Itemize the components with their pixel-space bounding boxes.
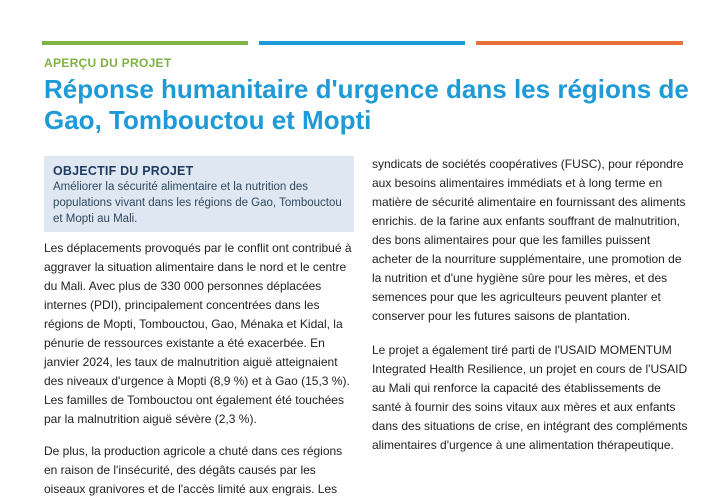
objective-label: OBJECTIF DU PROJET bbox=[53, 164, 194, 178]
section-kicker: APERÇU DU PROJET bbox=[44, 56, 172, 70]
accent-bar-green bbox=[42, 41, 248, 45]
accent-bar-blue bbox=[259, 41, 465, 45]
left-column bbox=[44, 239, 356, 499]
body-paragraph: De plus, la production agricole a chuté dans ces régions en raison de l'insécurité, des dégâts causés par les oiseaux granivores et de l'accès limité aux engrais. Les bbox=[44, 444, 343, 496]
right-column bbox=[372, 155, 688, 455]
body-paragraph: syndicats de sociétés coopératives (FUSC), pour répondre aux besoins alimentaires immédiats et à long terme en matière de sécurité alimentaire en fournissant des aliments enrichis. de la farine aux enfants souffrant de malnutrition, des bons alimentaires pour que les familles puissent acheter de la nourriture supplémentaire, une promotion de la nutrition et d'une hygiène sûre pour les mères, et des semences pour que les agriculteurs peuvent planter et conserver pour les futures saisons de plantation. bbox=[372, 157, 686, 323]
accent-bar-orange bbox=[476, 41, 683, 45]
objective-box bbox=[44, 156, 354, 232]
page-title: Réponse humanitaire d'urgence dans les régions de Gao, Tombouctou et Mopti bbox=[44, 74, 689, 135]
body-paragraph: Le projet a également tiré parti de l'USAID MOMENTUM Integrated Health Resilience, un projet en cours de l'USAID au Mali qui renforce la capacité des établissements de santé à fournir des soins vitaux aux mères et aux enfants dans des situations de crise, en intégrant des compléments alimentaires d'urgence à une alimentation thérapeutique. bbox=[372, 343, 688, 452]
objective-text: Améliorer la sécurité alimentaire et la nutrition des populations vivant dans les régions de Gao, Tombouctou et Mopti au Mali. bbox=[53, 181, 342, 225]
body-paragraph: Les déplacements provoqués par le conflit ont contribué à aggraver la situation alimentaire dans le nord et le centre du Mali. Avec plus de 330 000 personnes déplacées internes (PDI), principalement concentrées dans les régions de Mopti, Tombouctou, Gao, Ménaka et Kidal, la pénurie de ressources existante a été exacerbée. En janvier 2024, les taux de malnutrition aiguë atteignaient des niveaux d'urgence à Mopti (8,9 %) et à Gao (15,3 %). Les familles de Tombouctou ont également été touchées par la malnutrition aiguë sévère (2,3 %). bbox=[44, 241, 352, 426]
